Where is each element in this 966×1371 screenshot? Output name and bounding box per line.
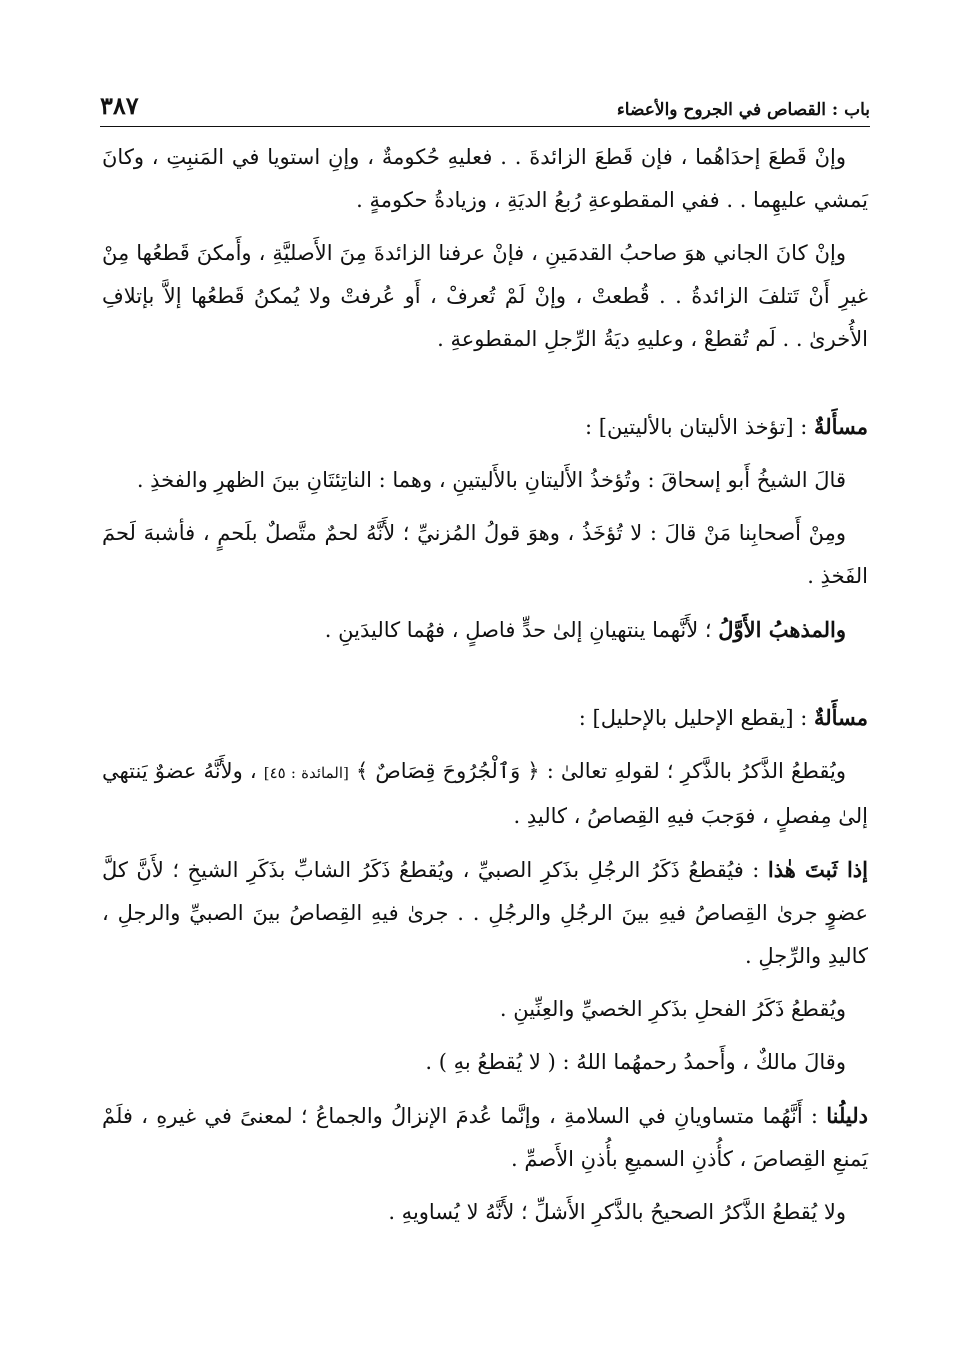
paragraph-11: ولا يُقطعُ الذَّكرُ الصحيحُ بالذَّكرِ الأَشلِّ ؛ لأَنَّهُ لا يُساويهِ . <box>388 1200 846 1224</box>
paragraph-2: وإنْ كانَ الجاني هوَ صاحبُ القدمَينِ ، فإنْ عرفنا الزائدةَ مِنَ الأَصليَّةِ ، وأَمكنَ قَطعُها مِنْ غيرِ أَنْ تَتلفَ الزائدةُ . . قُطعتْ ، وإنْ لَمْ تُعرفْ ، أَو عُرفتْ ولا يُمكنُ قَطعُها إلاَّ بإتلافِ الأُخرىٰ . . لَم تُقطعْ ، وعليهِ ديَةُ الرِّجلِ المقطوعةِ . <box>102 241 868 351</box>
issue-title-text: : [تؤخذ الأليتان بالأليتين] : <box>585 415 814 439</box>
paragraph-7 <box>102 848 868 978</box>
issue-label: مسأَلةٌ <box>813 414 868 439</box>
paragraph-text: ويُقطعُ الذَّكرُ بالذَّكرِ ؛ لقولهِ تعالىٰ : ﴿ وَٱلْجُرُوحَ قِصَاصٌ ﴾ <box>348 759 846 783</box>
paragraph-5 <box>102 608 868 652</box>
issue-title-text: : [يقطع الإحليل بالإحليل] : <box>578 706 814 730</box>
paragraph-10 <box>102 1094 868 1181</box>
paragraph-9: وقالَ مالكٌ ، وأَحمدُ رحمهُما اللهُ : ( لا يُقطعُ بهِ ) . <box>425 1050 846 1074</box>
chapter-title: باب : القصاص في الجروح والأعضاء <box>616 100 870 120</box>
issue-heading-1 <box>102 405 868 449</box>
paragraph-4: ومِنْ أَصحابِنا مَنْ قالَ : لا تُؤخَذُ ، وهوَ قولُ المُزنيِّ ؛ لأَنَّهُ لحمٌ متَّصلٌ بلَحمٍ ، فأشبهَ لَحمَ الفَخذِ . <box>102 521 868 588</box>
issue-heading-2 <box>102 696 868 740</box>
paragraph-text: ؛ لأَنَّهما ينتهيانِ إلىٰ حدٍّ فاصلٍ ، فهُما كاليدَينِ . <box>324 618 719 642</box>
paragraph-text: : فيُقطعُ ذَكَرُ الرجُلِ بذَكرِ الصبيِّ ، ويُقطعُ ذَكَرُ الشابِّ بذَكَرِ الشيخِ ؛ لأَنَّ كلَّ عضوٍ جرىٰ القِصاصُ فيهِ بينَ الرجُلِ والرجُلِ . . جرىٰ فيهِ القِصاصُ بينَ الصبيِّ والرجلِ ، كاليدِ والرِّجلِ . <box>102 858 868 968</box>
paragraph-1: وإنْ قَطعَ إحدَاهُما ، فإن قَطعَ الزائدةَ . . فعليهِ حُكومةٌ ، وإنِ استويا في المَنبِتِ ، وكانَ يَمشي عليهِما . . ففي المقطوعةِ رُبعُ الديَةِ ، وزيادةُ حكومةٍ . <box>102 145 868 212</box>
paragraph-3: قالَ الشيخُ أَبو إسحاقَ : وتُؤخذُ الأَليتانِ بالأَليتينِ ، وهما : الناتِئتَانِ بينَ الظهرِ والفخذِ . <box>136 468 846 492</box>
issue-label: مسأَلةٌ <box>813 705 868 730</box>
running-header <box>100 84 870 127</box>
quran-reference: [المائدة : ٤٥] <box>263 764 349 782</box>
bold-lead: دليلُنا <box>826 1103 868 1128</box>
page-body <box>102 136 868 1244</box>
paragraph-8: ويُقطعُ ذَكَرُ الفحلِ بذَكرِ الخصيِّ والعِنِّينِ . <box>499 997 846 1021</box>
paragraph-text: ، ولأَنَّهُ عضوٌ يَنتهي إلىٰ مِفصلٍ ، فوَجبَ فيهِ القِصاصُ ، كاليدِ . <box>102 759 868 828</box>
paragraph-text: : أَنَّهُما متساويانِ في السلامةِ ، وإنَّما عُدمَ الإنزالُ والجماعُ ؛ لمعنىً في غيرهِ ، فلَمْ يَمنعِ القِصاصَ ، كأُذنِ السميعِ بأُذنِ الأَصمِّ . <box>102 1104 868 1171</box>
paragraph-6 <box>102 750 868 838</box>
bold-lead: إذا ثَبتَ هٰذا <box>767 857 868 882</box>
page-number: ٣٨٧ <box>100 91 139 120</box>
bold-lead: والمذهبُ الأَوَّلُ <box>718 617 846 642</box>
